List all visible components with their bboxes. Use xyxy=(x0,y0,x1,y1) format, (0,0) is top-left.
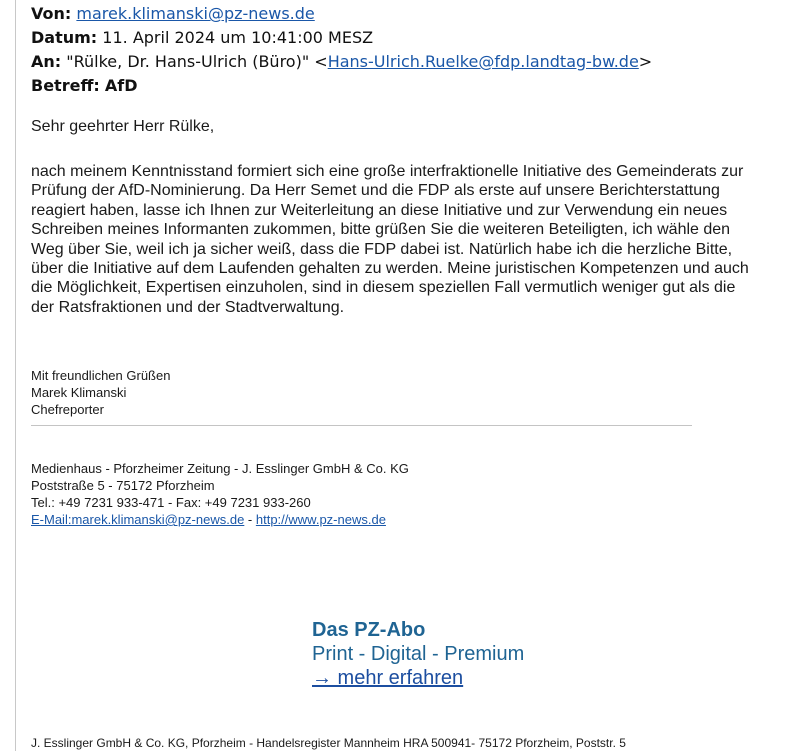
company-footer xyxy=(31,460,409,528)
date-value: 11. April 2024 um 10:41:00 MESZ xyxy=(102,28,374,47)
company-address: Poststraße 5 - 75172 Pforzheim xyxy=(31,478,215,493)
email-headers xyxy=(31,2,652,98)
legal-notice: J. Esslinger GmbH & Co. KG, Pforzheim - Handelsregister Mannheim HRA 500941- 75172 Pforzheim, Poststr. 5 xyxy=(31,736,626,750)
footer-links xyxy=(31,511,409,528)
to-row xyxy=(31,50,652,74)
closing-text: Mit freundlichen Grüßen xyxy=(31,368,171,383)
from-label: Von: xyxy=(31,4,72,23)
company-phone: Tel.: +49 7231 933-471 - Fax: +49 7231 933-260 xyxy=(31,495,311,510)
promo-more-link[interactable]: → mehr erfahren xyxy=(312,667,464,689)
promo-title: Das PZ-Abo xyxy=(312,619,426,641)
date-row xyxy=(31,26,652,50)
subject-row xyxy=(31,74,652,98)
footer-web-link[interactable]: http://www.pz-news.de xyxy=(255,512,386,527)
from-row xyxy=(31,2,652,26)
to-email-link[interactable]: Hans-Ulrich.Ruelke@fdp.landtag-bw.de xyxy=(327,52,639,71)
message-body: nach meinem Kenntnisstand formiert sich eine große interfraktionelle Initiative des Gemeinderats zur Prüfung der AfD-Nominierung. Da Herr Semet und die FDP als erste auf unsere Berichterstattung reagiert haben, lasse ich Ihnen zur Weiterleitung an diese Initiative und zur Verwendung ein neues Schreiben meines Informanten zukommen, bitte grüßen Sie die weiteren Beteiligten, ich wähle den Weg über Sie, weil ich ja sicher weiß, dass die FDP dabei ist. Natürlich habe ich die herzliche Bitte, über die Initiative auf dem Laufenden gehalten zu werden. Meine juristischen Kompetenzen und auch die Möglichkeit, Expertisen einzuholen, sind in diesem speziellen Fall vermutlich weniger gut als die der Ratsfraktionen und der Stadtverwaltung. xyxy=(31,163,749,316)
signature xyxy=(31,367,170,418)
sender-role: Chefreporter xyxy=(31,402,104,417)
footer-email-link[interactable]: E-Mail:marek.klimanski@pz-news.de xyxy=(31,512,245,527)
date-label: Datum: xyxy=(31,28,98,47)
footer-separator: - xyxy=(244,512,256,527)
promo-subtitle: Print - Digital - Premium xyxy=(312,643,525,665)
signature-divider xyxy=(31,425,692,426)
to-label: An: xyxy=(31,52,62,71)
sender-name: Marek Klimanski xyxy=(31,385,127,400)
promo-block xyxy=(312,618,524,690)
subject-value: AfD xyxy=(104,76,138,95)
to-close: > xyxy=(638,52,653,71)
to-name: "Rülke, Dr. Hans-Ulrich (Büro)" < xyxy=(66,52,328,71)
subject-label: Betreff: xyxy=(31,76,100,95)
company-name: Medienhaus - Pforzheimer Zeitung - J. Esslinger GmbH & Co. KG xyxy=(31,461,409,476)
from-email-link[interactable]: marek.klimanski@pz-news.de xyxy=(76,4,315,23)
salutation: Sehr geehrter Herr Rülke, xyxy=(31,118,215,135)
left-border xyxy=(15,0,16,751)
